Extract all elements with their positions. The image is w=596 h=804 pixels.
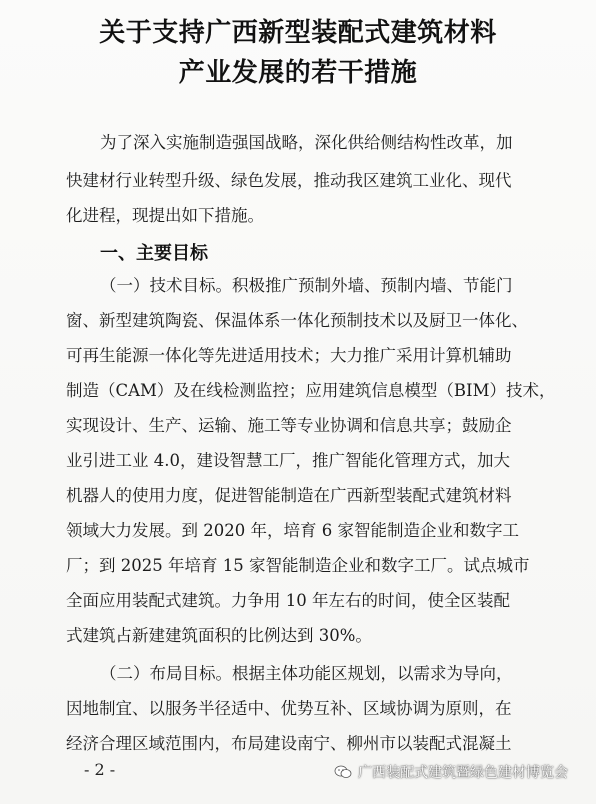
paragraph-line: （一）技术目标。积极推广预制外墙、预制内墙、节能门 — [100, 276, 513, 295]
paragraph-line: 领域大力发展。到 2020 年，培育 6 家智能制造企业和数字工 — [66, 521, 519, 540]
document-title-line-2: 产业发展的若干措施 — [178, 58, 418, 88]
paragraph-line: 实现设计、生产、运输、施工等专业协调和信息共享；鼓励企 — [66, 416, 512, 435]
paragraph-line: 可再生能源一体化等先进适用技术；大力推广采用计算机辅助 — [66, 346, 512, 365]
document-title-line-1: 关于支持广西新型装配式建筑材料 — [99, 18, 497, 48]
intro-line: 快建材行业转型升级、绿色发展，推动我区建筑工业化、现代 — [66, 171, 512, 190]
watermark — [334, 762, 568, 782]
section-heading: 一、主要目标 — [100, 243, 208, 264]
paragraph-line: 经济合理区域范围内，布局建设南宁、柳州市以装配式混凝土 — [66, 734, 512, 753]
watermark-text: 广西装配式建筑暨绿色建材博览会 — [358, 765, 568, 781]
paragraph-line: 厂；到 2025 年培育 15 家智能制造企业和数字工厂。试点城市 — [66, 556, 530, 575]
paragraph-line: 因地制宜、以服务半径适中、优势互补、区域协调为原则，在 — [66, 699, 512, 718]
paragraph-line: 业引进工业 4.0，建设智慧工厂，推广智能化管理方式，加大 — [66, 451, 510, 470]
paragraph-line: 制造（CAM）及在线检测监控；应用建筑信息模型（BIM）技术， — [66, 381, 556, 400]
paragraph-line: 窗、新型建筑陶瓷、保温体系一体化预制技术以及厨卫一体化、 — [66, 311, 528, 330]
paragraph-line: 全面应用装配式建筑。力争用 10 年左右的时间，使全区装配 — [66, 591, 510, 610]
page-number: - 2 - — [84, 760, 116, 779]
paragraph-line: （二）布局目标。根据主体功能区规划，以需求为导向， — [100, 664, 513, 683]
paragraph-line: 机器人的使用力度，促进智能制造在广西新型装配式建筑材料 — [66, 486, 512, 505]
wechat-icon — [334, 765, 352, 779]
intro-line: 为了深入实施制造强国战略，深化供给侧结构性改革，加 — [100, 133, 513, 152]
paragraph-line: 式建筑占新建建筑面积的比例达到 30%。 — [66, 626, 372, 645]
intro-line: 化进程，现提出如下措施。 — [66, 206, 264, 225]
